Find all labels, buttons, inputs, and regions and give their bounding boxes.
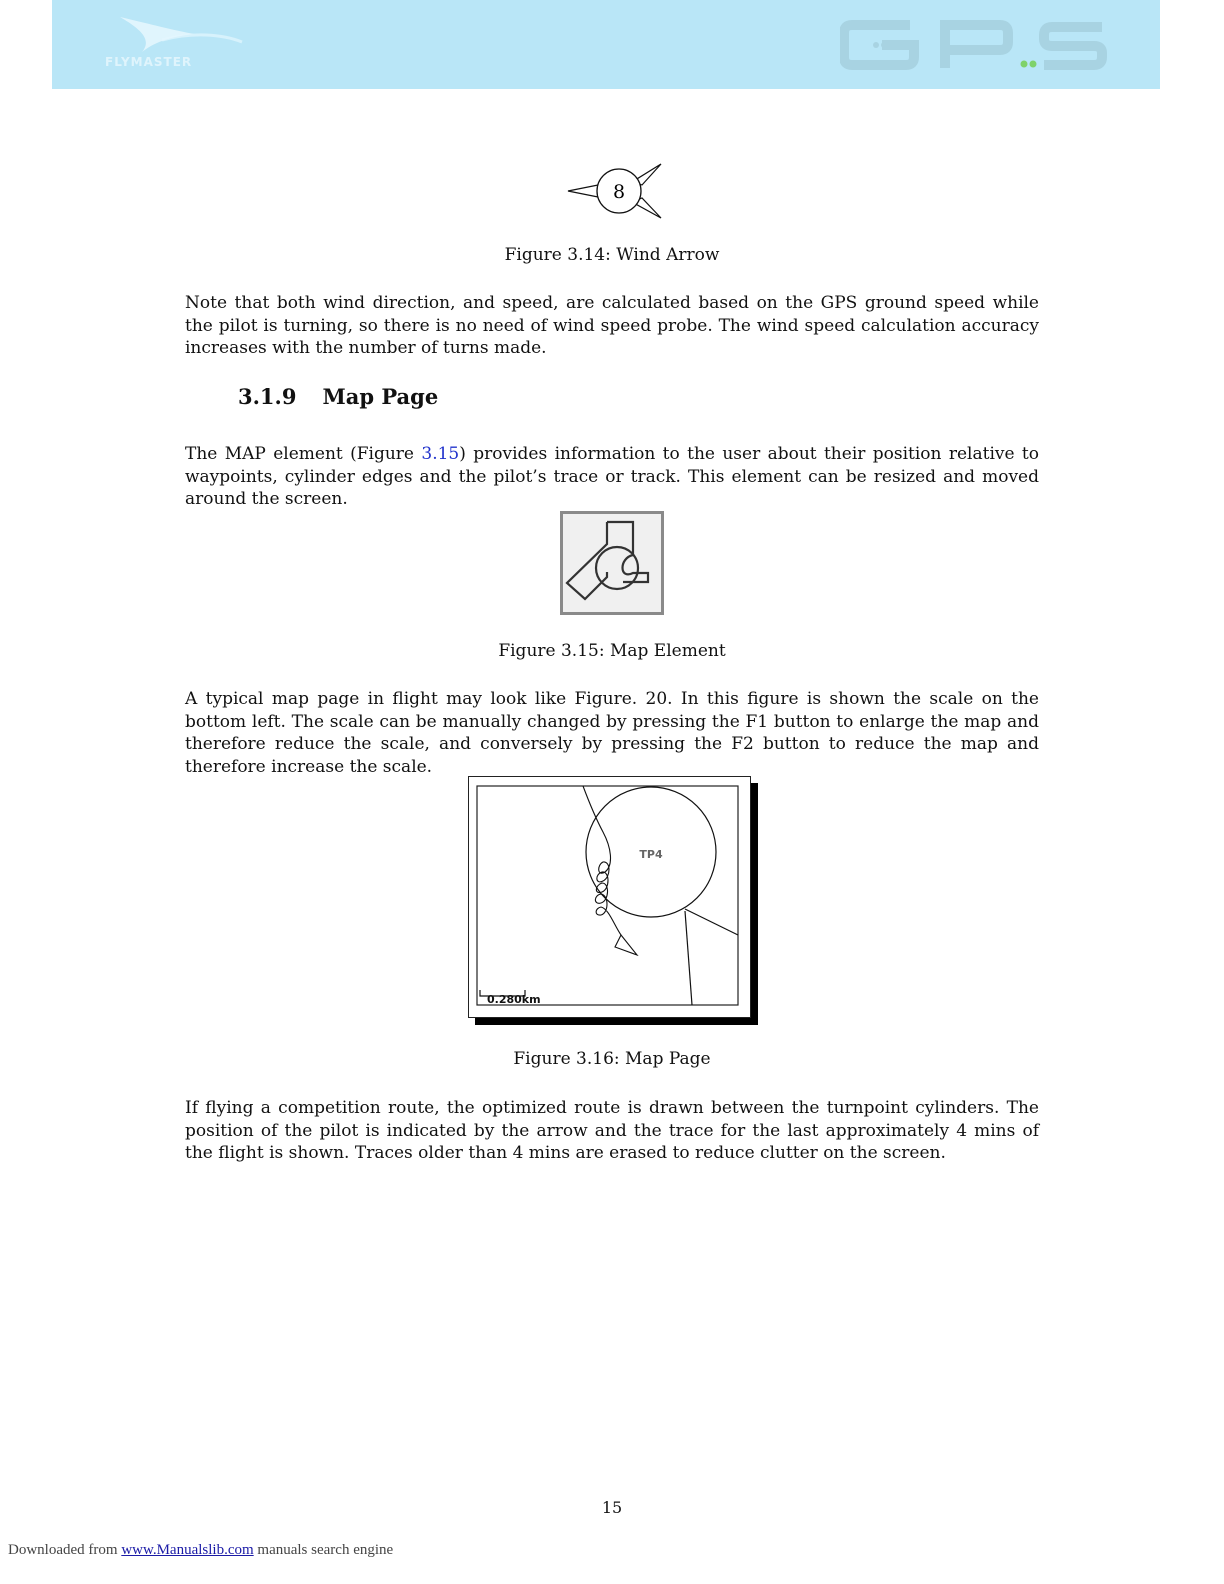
tp4-label: TP4: [639, 848, 663, 861]
footer-note: Downloaded from www.Manualslib.com manuals search engine: [8, 1542, 394, 1558]
manualslib-link[interactable]: www.Manualslib.com: [121, 1542, 254, 1558]
figure-reference-link[interactable]: 3.15: [421, 444, 460, 464]
wind-arrow-figure: [562, 160, 664, 228]
wind-speed-number: 8: [612, 181, 626, 203]
scale-label: 0.280km: [487, 993, 541, 1006]
section-heading: [238, 384, 438, 409]
section-title: Map Page: [322, 384, 439, 409]
map-page-figure: [468, 776, 751, 1018]
figure-3-15-caption: Figure 3.15: Map Element: [498, 641, 726, 661]
gps-logo: [840, 20, 1110, 74]
paragraph-map-element: The MAP element (Figure 3.15) provides information to the user about their position relative to waypoints, cylinder edges and the pilot’s trace or track. This element can be resized and moved around the screen.: [185, 444, 1039, 509]
figure-3-14-caption: Figure 3.14: Wind Arrow: [504, 245, 720, 265]
map-element-icon: [559, 510, 665, 620]
flymaster-logo-text: FLYMASTER: [105, 55, 193, 69]
figure-3-16-caption: Figure 3.16: Map Page: [513, 1049, 711, 1069]
paragraph-competition-route: If flying a competition route, the optimized route is drawn between the turnpoint cylinders. The position of the pilot is indicated by the arrow and the trace for the last approximately 4 mins of the flight is shown. Traces older than 4 mins are erased to reduce clutter on the screen.: [185, 1098, 1039, 1163]
header-banner: [52, 0, 1160, 89]
paragraph-typical-map: A typical map page in flight may look like Figure. 20. In this figure is shown the scale on the bottom left. The scale can be manually changed by pressing the F1 button to enlarge the map and therefore reduce the scale, and conversely by pressing the F2 button to reduce the map and therefore increase the scale.: [185, 689, 1039, 777]
paragraph-wind-calculation: Note that both wind direction, and speed, are calculated based on the GPS ground speed while the pilot is turning, so there is no need of wind speed probe. The wind speed calculation accuracy increases with the number of turns made.: [185, 293, 1039, 358]
section-number: 3.1.9: [238, 384, 297, 409]
page-number: 15: [601, 1498, 623, 1517]
